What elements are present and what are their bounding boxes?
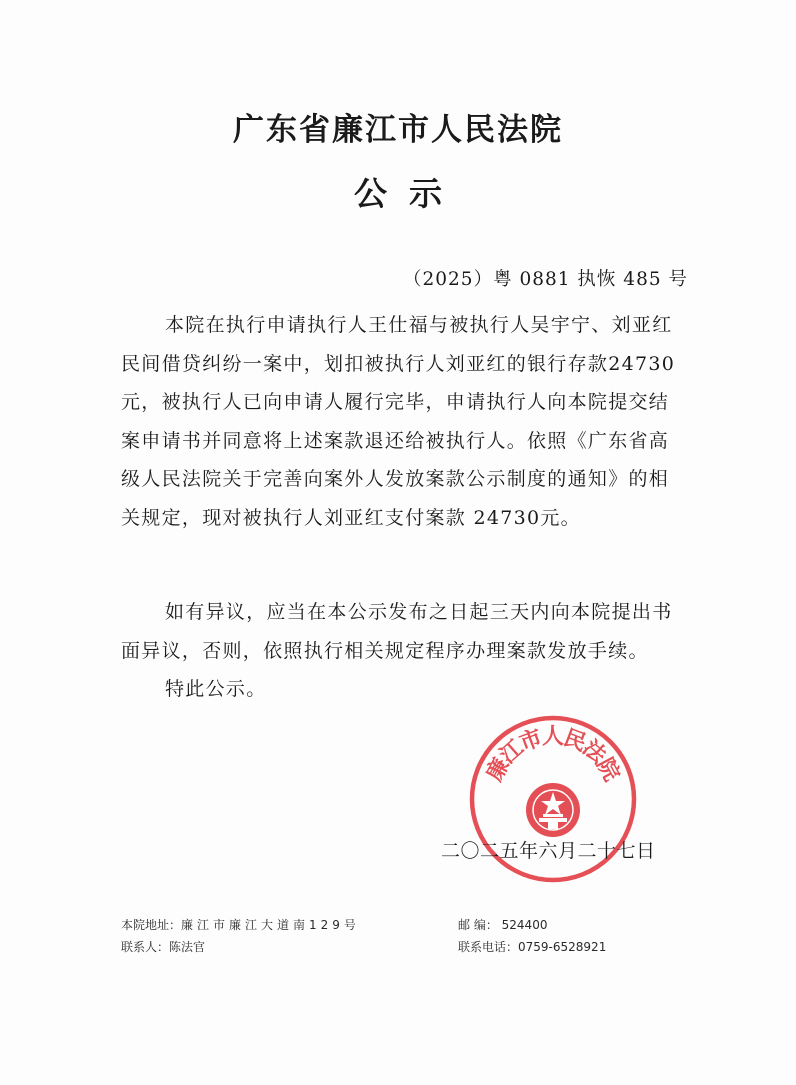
footer-postcode [458,914,547,936]
phone-label: 联系电话： [458,940,519,954]
court-name: 广东省廉江市人民法院 [233,112,563,148]
seal-character: 人 [541,724,565,750]
footer-address [121,914,458,936]
address-value: 廉江市廉江大道南129号 [181,918,360,932]
contact-value: 陈法官 [169,940,206,954]
phone-value: 0759-6528921 [518,940,607,954]
seal-character: 市 [516,725,546,757]
body-paragraph-1: 本院在执行申请执行人王仕福与被执行人吴宇宁、刘亚红民间借贷纠纷一案中，划扣被执行人刘亚红的银行存款24730 元，被执行人已向申请人履行完毕，申请执行人向本院提交结案申请书并同意将上述案款退还给被执行人。依照《广东省高级人民法院关于完善向案外人发放案款公示制度的通知》的相关规定，现对被执行人刘亚红支付案款 24730元。 [121,314,676,529]
national-emblem-icon [526,783,580,837]
footer-contact [121,936,458,958]
document-type: 公示 [354,174,464,213]
contact-label: 联系人： [121,940,170,954]
body-paragraph-2: 如有异议，应当在本公示发布之日起三天内向本院提出书面异议，否则，依照执行相关规定程序办理案款发放手续。 [121,601,673,662]
seal-character: 院 [591,754,624,786]
body-paragraph-3: 特此公示。 [165,678,267,700]
case-number: （2025）粤 0881 执恢 485 号 [403,269,688,290]
postcode-value: 524400 [501,918,548,932]
footer-phone [458,936,606,958]
seal-character: 法 [577,735,611,770]
issue-date: 二〇二五年六月二十七日 [441,840,656,862]
seal-character: 民 [560,725,590,757]
seal-character: 廉 [482,754,515,786]
seal-character: 江 [495,735,529,770]
address-label: 本院地址： [121,918,182,932]
footer [121,914,606,958]
postcode-label: 邮 编： [458,918,498,932]
